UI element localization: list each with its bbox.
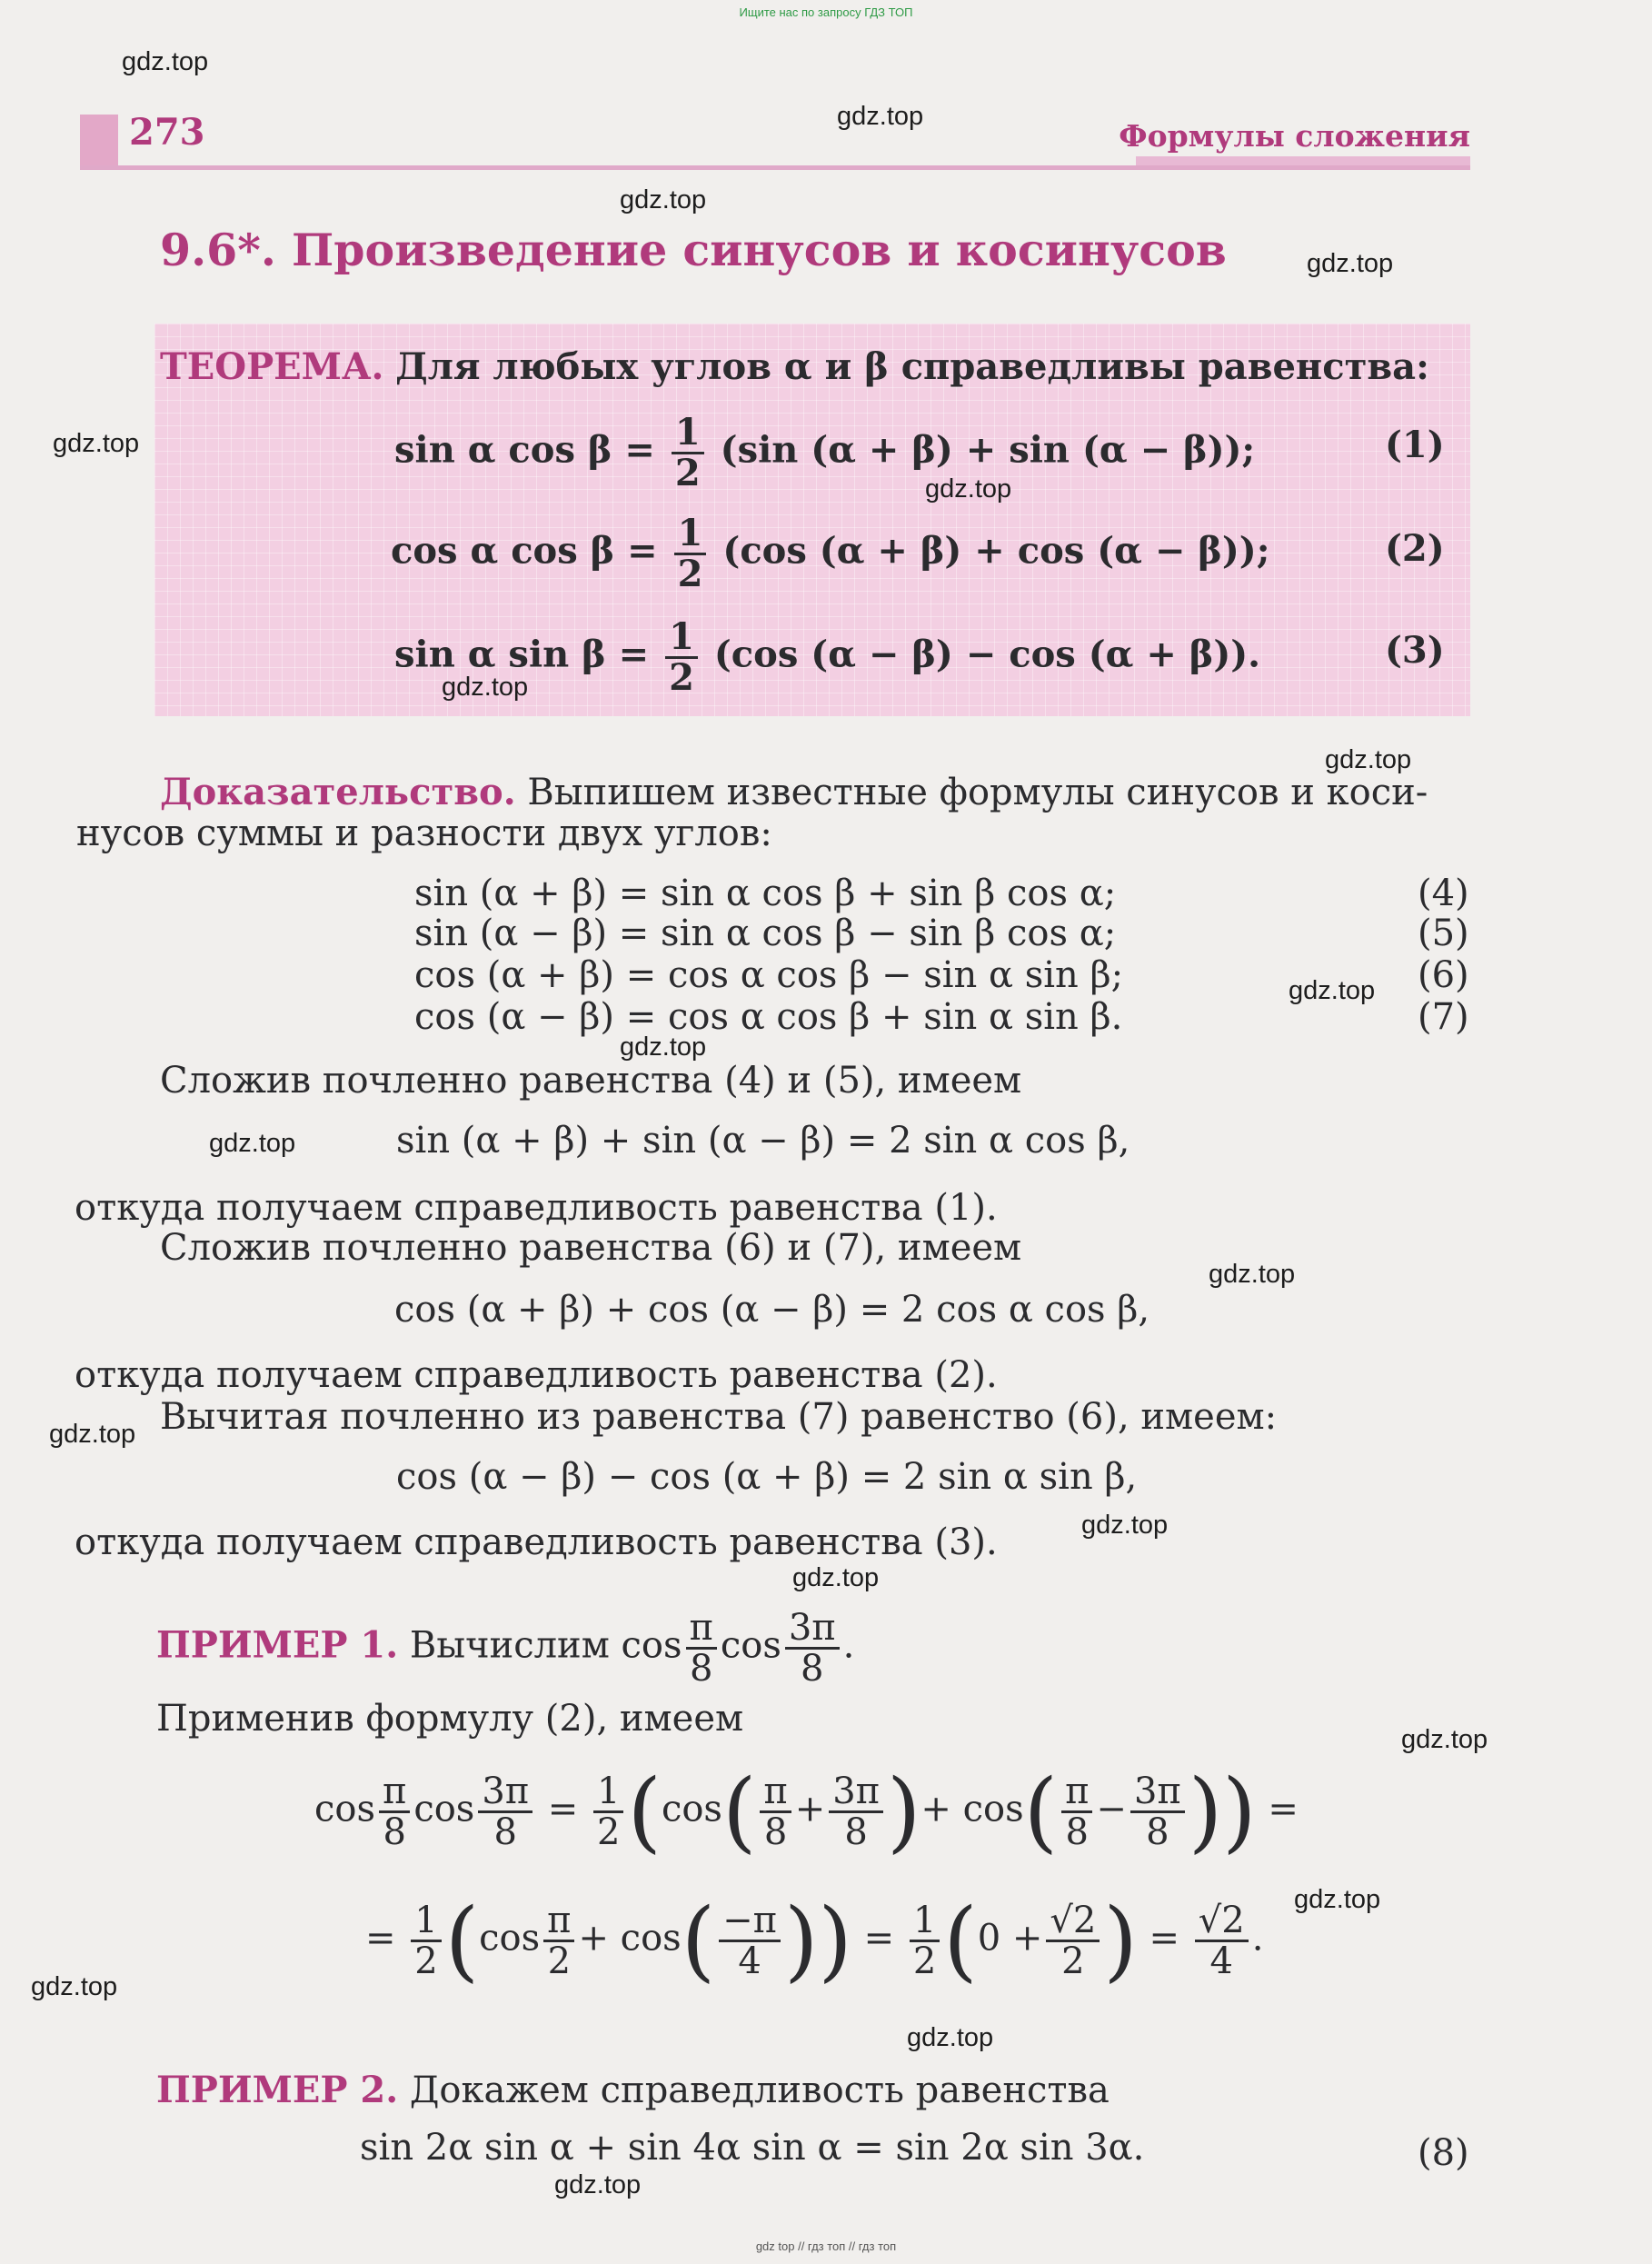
formula-1 [394,411,1256,494]
equals-sign: = [863,1917,895,1960]
denominator: 2 [669,656,694,699]
left-paren: ( [943,1890,978,1992]
watermark: gdz.top [620,185,707,214]
formula-8-number: (8) [1418,2132,1469,2174]
left-paren: ( [681,1890,716,1992]
formula-6-number: (6) [1418,954,1469,996]
denominator: 2 [912,1940,937,1982]
proof-text: Выпишем известные формулы синусов и коси- [527,772,1428,813]
left-paren: ( [627,1760,662,1863]
cos-word: cos [661,1788,722,1830]
formula-1-number: (1) [1385,424,1445,466]
denominator: 4 [738,1940,761,1982]
watermark: gdz.top [554,2170,642,2199]
proof-sum45: sin (α + β) + sin (α − β) = 2 sin α cos β, [396,1120,1130,1162]
section-title: 9.6*. Произведение синусов и косинусов [160,224,1227,276]
zero-plus: 0 + [977,1917,1043,1960]
theorem-label: ТЕОРЕМА. [160,345,384,388]
period: . [1251,1917,1264,1960]
denominator: 2 [677,553,703,595]
numerator: √2 [1046,1901,1100,1942]
formula-8: sin 2α sin α + sin 4α sin α = sin 2α sin 3α. [360,2127,1145,2169]
right-paren: ) [1222,1760,1257,1863]
example-1-text: Вычислим cos [409,1624,682,1667]
proof-conclusion-2: откуда получаем справедливость равенства (2). [75,1354,998,1396]
fraction-one-half [411,1901,441,1980]
formula-2 [391,514,1269,593]
fraction-pi-8 [760,1772,791,1851]
numerator: π [1061,1772,1092,1813]
denominator: 8 [493,1811,517,1853]
watermark: gdz.top [925,474,1012,504]
left-paren: ( [722,1760,757,1863]
watermark: gdz.top [907,2023,994,2052]
watermark: gdz.top [53,429,140,458]
formula-3-lhs: sin α sin β = [394,633,650,676]
numerator: −π [719,1901,781,1942]
numerator: 3π [478,1772,532,1813]
denominator: 8 [1146,1811,1169,1853]
numerator: 3π [785,1609,840,1650]
equals-sign: = [365,1917,396,1960]
right-paren: ) [1188,1760,1223,1863]
equals-sign: = [1149,1917,1180,1960]
numerator: 1 [910,1901,940,1942]
formula-4: sin (α + β) = sin α cos β + sin β cos α; [414,873,1117,914]
fraction-one-half [665,615,698,699]
denominator: 2 [414,1940,438,1982]
formula-2-rhs: (cos (α + β) + cos (α − β)); [722,529,1270,573]
numerator: π [543,1901,574,1942]
watermark: gdz.top [1325,745,1412,774]
denominator: 8 [689,1648,713,1690]
numerator: 1 [593,1772,623,1813]
watermark: gdz.top [49,1420,136,1449]
equals-sign: = [1268,1788,1299,1830]
numerator: π [760,1772,791,1813]
right-paren: ) [1103,1890,1138,1992]
example-1-apply: Применив формулу (2), имеем [156,1698,744,1740]
cos-word: cos [413,1788,475,1830]
watermark: gdz.top [1294,1885,1381,1914]
watermark: gdz.top [792,1563,880,1592]
denominator: 2 [597,1811,621,1853]
fraction-3pi-8 [478,1772,532,1851]
plus-sign: + [794,1788,826,1830]
numerator: 1 [665,618,698,659]
numerator: 3π [1130,1772,1185,1813]
formula-2-lhs: cos α cos β = [391,529,658,573]
formula-5: sin (α − β) = sin α cos β − sin β cos α; [414,913,1117,954]
right-paren: ) [818,1890,852,1992]
formula-4-number: (4) [1418,873,1469,914]
numerator: 1 [672,414,704,454]
example-1-calc-row1 [314,1760,1299,1863]
fraction-pi-8 [1061,1772,1092,1851]
denominator: 8 [383,1811,406,1853]
cos-word: cos [479,1917,541,1960]
formula-3-number: (3) [1385,629,1445,672]
formula-7: cos (α − β) = cos α cos β + sin α sin β. [414,996,1123,1038]
denominator: 2 [547,1940,572,1982]
denominator: 2 [674,452,701,494]
fraction-sqrt2-4 [1195,1901,1249,1980]
radicand: 2 [1221,1900,1245,1941]
denominator: 8 [801,1648,824,1690]
proof-conclusion-1: откуда получаем справедливость равенства (1). [75,1187,998,1229]
denominator: 4 [1209,1940,1233,1982]
proof-diff76: cos (α − β) − cos (α + β) = 2 sin α sin β, [396,1456,1138,1498]
watermark: gdz.top [1401,1725,1488,1754]
fraction-sqrt2-2 [1046,1901,1100,1980]
page-number-marker [80,115,118,165]
cos-word: cos [720,1624,781,1667]
example-1-calc-row2 [365,1890,1264,1992]
proof-label: Доказательство. [160,771,516,813]
proof-step-add67: Сложив почленно равенства (6) и (7), имеем [160,1227,1022,1269]
plus-cos: + cos [921,1788,1024,1830]
page-number: 273 [129,111,205,154]
fraction-3pi-8 [829,1772,883,1851]
fraction-pi-8 [686,1609,717,1688]
header-rule [80,165,1470,170]
proof-intro-line1 [160,771,1428,813]
formula-7-number: (7) [1418,996,1469,1038]
equals-sign: = [547,1788,579,1830]
proof-conclusion-3: откуда получаем справедливость равенства (3). [75,1521,998,1563]
running-head: Формулы сложения [1119,118,1470,154]
formula-5-number: (5) [1418,913,1469,954]
watermark: gdz.top [209,1129,296,1158]
formula-1-rhs: (sin (α + β) + sin (α − β)); [720,428,1256,472]
example-2-label: ПРИМЕР 2. [156,2069,399,2111]
numerator: 1 [411,1901,441,1942]
fraction-one-half [593,1772,623,1851]
fraction-pi-8 [379,1772,410,1851]
example-1-statement [156,1609,854,1688]
theorem-statement [160,345,1429,388]
fraction-one-half [674,514,707,593]
watermark: gdz.top [1289,976,1376,1005]
watermark: gdz.top [837,102,924,131]
formula-3-rhs: (cos (α − β) − cos (α + β)). [713,633,1261,676]
right-paren: ) [886,1760,921,1863]
fraction-3pi-8 [1130,1772,1185,1851]
watermark: gdz.top [122,47,209,76]
radicand: 2 [1072,1900,1097,1941]
right-paren: ) [783,1890,819,1992]
proof-sum67: cos (α + β) + cos (α − β) = 2 cos α cos β, [394,1289,1150,1331]
formula-1-lhs: sin α cos β = [394,428,655,472]
numerator: 1 [674,514,707,555]
fraction-minus-pi-4 [719,1901,781,1980]
left-paren: ( [1023,1760,1059,1863]
cos-word: cos [314,1788,376,1830]
plus-cos: + cos [578,1917,682,1960]
proof-step-sub76: Вычитая почленно из равенства (7) равенство (6), имеем: [160,1396,1278,1438]
watermark: gdz.top [31,1972,118,2001]
period: . [842,1624,855,1667]
theorem-text: Для любых углов α и β справедливы равенства: [395,345,1429,388]
watermark: gdz.top [620,1032,707,1062]
proof-intro-line2: нусов суммы и разности двух углов: [76,813,772,854]
left-paren: ( [444,1890,480,1992]
running-head-underline [1136,156,1470,165]
proof-step-add45: Сложив почленно равенства (4) и (5), имеем [160,1060,1022,1102]
example-2-text: Докажем справедливость равенства [409,2070,1110,2111]
search-hint: Ищите нас по запросу ГДЗ ТОП [739,5,913,19]
watermark: gdz.top [1307,249,1394,278]
example-2-statement [156,2069,1110,2111]
fraction-one-half [910,1901,940,1980]
numerator: π [379,1772,410,1813]
watermark: gdz.top [1209,1260,1296,1289]
denominator: 8 [763,1811,788,1853]
fraction-pi-2 [543,1901,574,1980]
watermark: gdz.top [1081,1511,1169,1540]
formula-6: cos (α + β) = cos α cos β − sin α sin β; [414,954,1124,996]
numerator: √2 [1195,1901,1249,1942]
footer-note: gdz top // гдз топ // гдз топ [755,2239,897,2253]
example-1-label: ПРИМЕР 1. [156,1623,399,1667]
denominator: 8 [1065,1811,1089,1853]
formula-2-number: (2) [1385,527,1445,570]
denominator: 8 [844,1811,868,1853]
numerator: π [686,1609,717,1650]
minus-sign: − [1096,1788,1127,1830]
fraction-3pi-8 [785,1609,840,1688]
fraction-one-half [672,411,704,494]
numerator: 3π [829,1772,883,1813]
bleed-through-decoration [164,245,174,283]
watermark: gdz.top [442,673,529,702]
denominator: 2 [1061,1940,1085,1982]
